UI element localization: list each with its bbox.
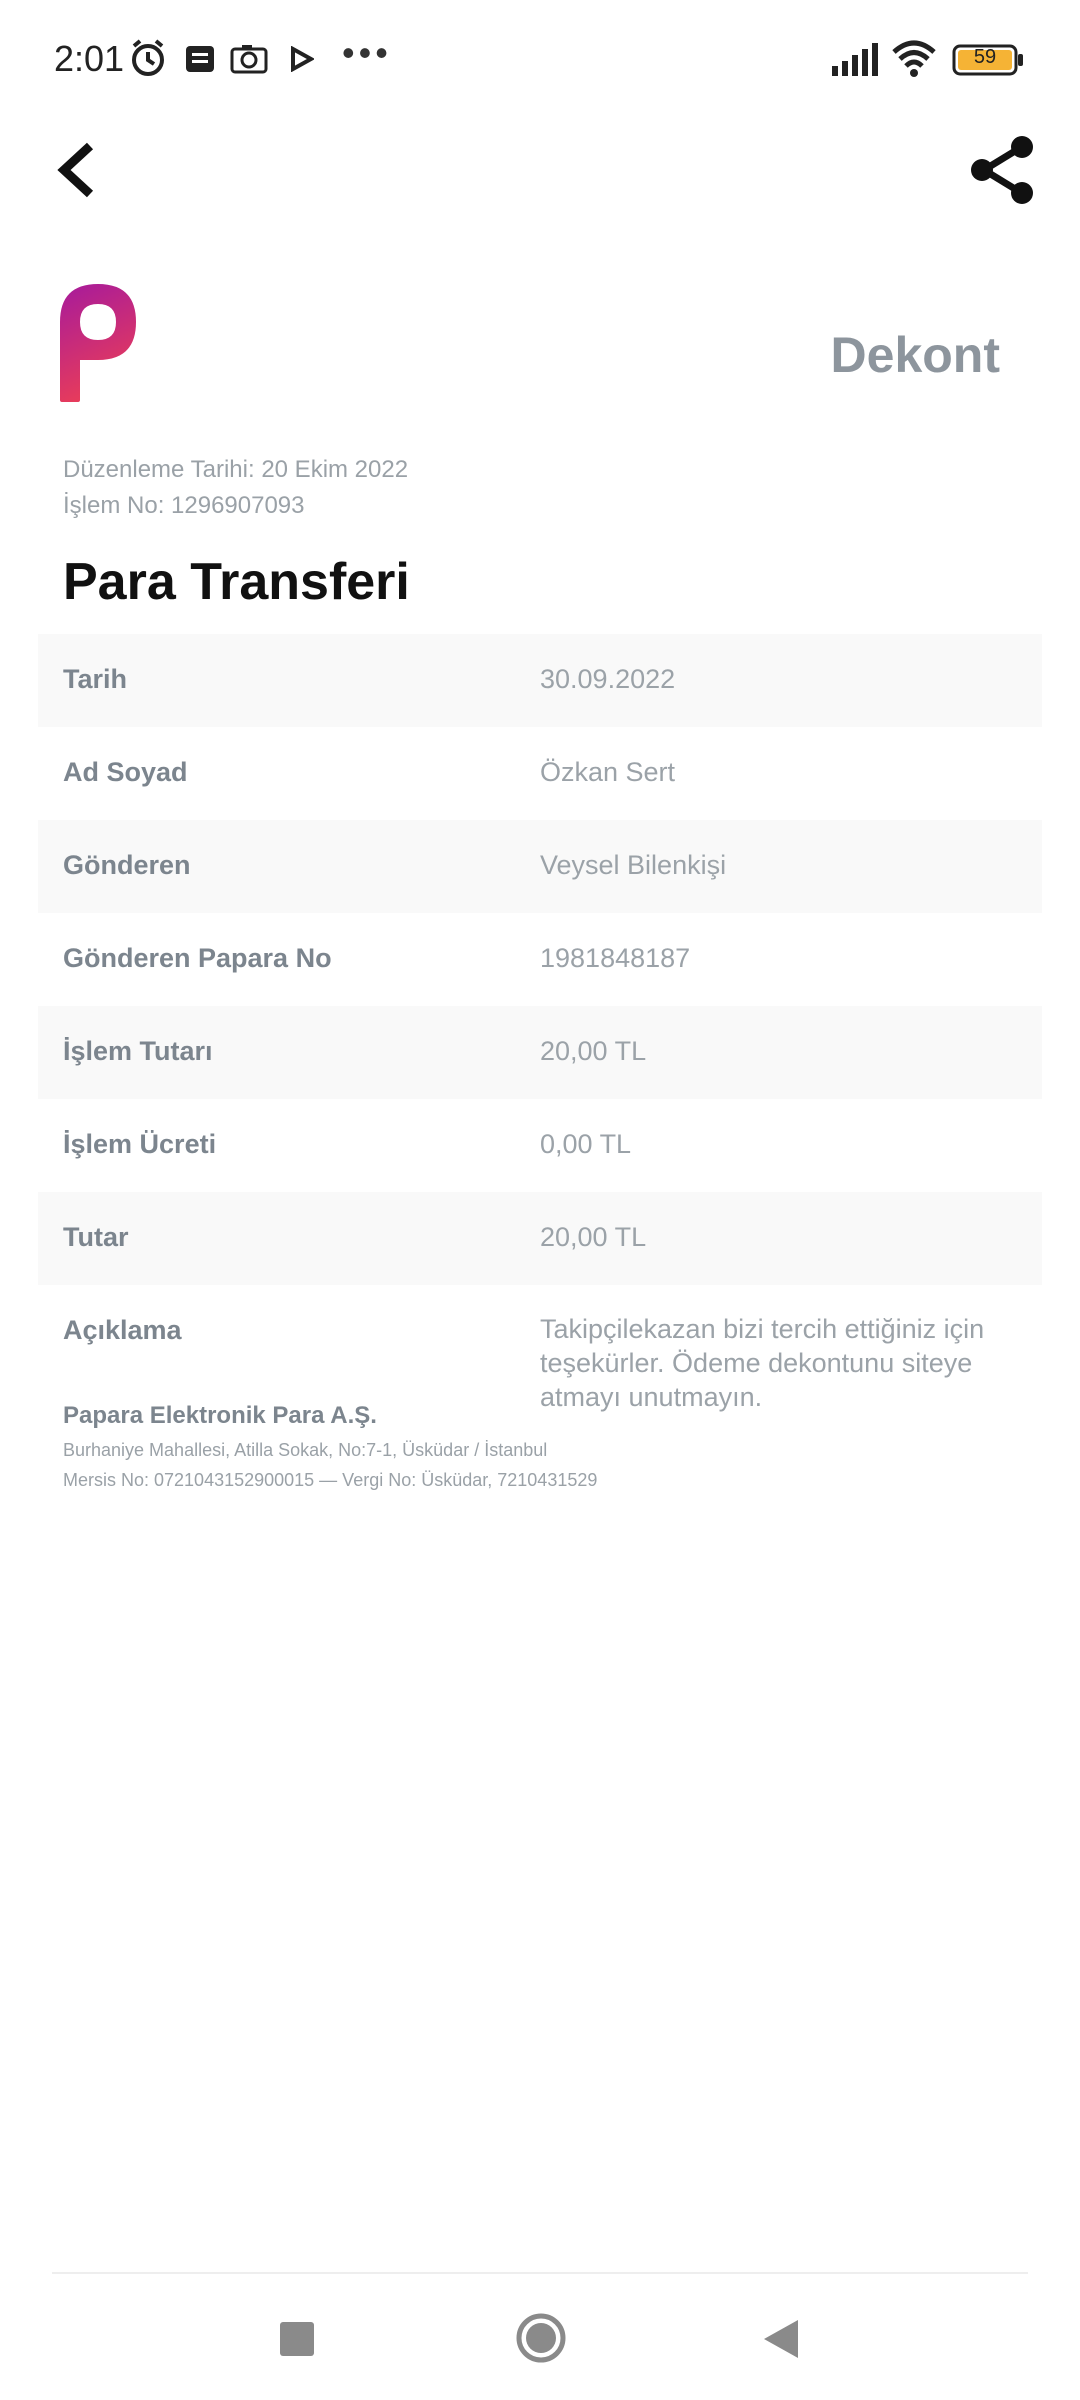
- page-title: Para Transferi: [63, 553, 410, 611]
- nav-divider: [52, 2272, 1028, 2274]
- transaction-number: İşlem No: 1296907093: [63, 492, 305, 519]
- more-notifications-icon: •••: [342, 32, 392, 73]
- table-row: [38, 913, 1042, 1006]
- recents-button[interactable]: [280, 2322, 314, 2361]
- row-value: Özkan Sert: [540, 757, 676, 787]
- table-row: [38, 820, 1042, 913]
- issue-date: Düzenleme Tarihi: 20 Ekim 2022: [63, 456, 409, 483]
- chevron-left-icon: [50, 140, 110, 200]
- notes-icon: [184, 44, 216, 79]
- row-value: 0,00 TL: [540, 1129, 632, 1159]
- description-label: Açıklama: [63, 1315, 182, 1345]
- row-label: İşlem Ücreti: [63, 1129, 217, 1159]
- share-icon: [968, 134, 1040, 206]
- details-table: [38, 634, 1042, 1378]
- battery-level: 59: [973, 46, 997, 68]
- company-name: Papara Elektronik Para A.Ş.: [63, 1402, 377, 1429]
- table-row: [38, 1192, 1042, 1285]
- table-row: [38, 727, 1042, 820]
- row-label: Gönderen Papara No: [63, 943, 332, 973]
- battery-icon: [952, 44, 1024, 76]
- papara-logo: [60, 284, 136, 402]
- row-value: 20,00 TL: [540, 1036, 647, 1066]
- row-label: Tarih: [63, 664, 128, 694]
- row-label: İşlem Tutarı: [63, 1036, 213, 1066]
- row-value: 30.09.2022: [540, 664, 676, 694]
- triangle-back-icon: [762, 2318, 800, 2360]
- table-row: [38, 634, 1042, 727]
- status-time: 2:01: [54, 38, 125, 79]
- status-bar: [0, 0, 1080, 120]
- row-value: 1981848187: [540, 943, 691, 973]
- table-row: [38, 1099, 1042, 1192]
- company-address: Burhaniye Mahallesi, Atilla Sokak, No:7-1, Üsküdar / İstanbul: [63, 1440, 548, 1460]
- row-label: Tutar: [63, 1222, 129, 1252]
- table-row: [38, 1006, 1042, 1099]
- receipt-title: Dekont: [830, 327, 1000, 383]
- system-back-button[interactable]: [762, 2318, 800, 2365]
- row-label: Gönderen: [63, 850, 191, 880]
- share-button[interactable]: [968, 134, 1040, 206]
- company-registry: Mersis No: 0721043152900015 — Vergi No: Üsküdar, 7210431529: [63, 1470, 598, 1490]
- home-button[interactable]: [515, 2312, 567, 2369]
- alarm-icon: [128, 38, 168, 83]
- wifi-icon: [890, 38, 938, 83]
- row-value: 20,00 TL: [540, 1222, 647, 1252]
- back-button[interactable]: [50, 140, 110, 200]
- square-icon: [280, 2322, 314, 2356]
- play-icon: [290, 46, 314, 77]
- camera-icon: [230, 44, 268, 79]
- row-value: Veysel Bilenkişi: [540, 850, 727, 880]
- circle-icon: [515, 2312, 567, 2364]
- row-label: Ad Soyad: [63, 757, 188, 787]
- signal-icon: [830, 42, 882, 81]
- description-value: Takipçilekazan bizi tercih ettiğiniz için teşekürler. Ödeme dekontunu siteye atmayı unutmayın.: [540, 1314, 985, 1412]
